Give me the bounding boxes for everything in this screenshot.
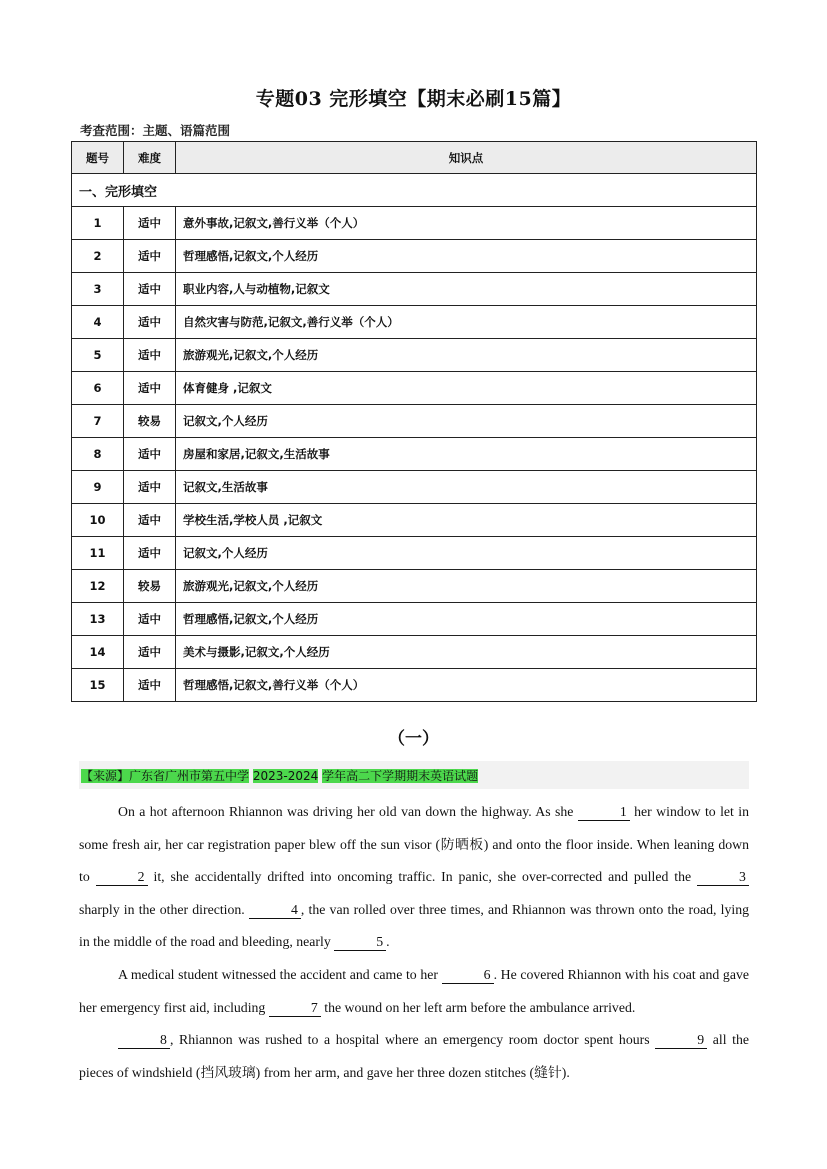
text-segment: sharply in the other direction. — [79, 901, 249, 917]
row-knowledge-points: 学校生活,学校人员 ,记叙文 — [176, 504, 757, 537]
table-row — [72, 471, 757, 504]
blank-7: 7 — [269, 1000, 321, 1017]
row-difficulty: 适中 — [124, 240, 176, 273]
source-year: 2023-2024 — [252, 769, 319, 783]
row-difficulty: 适中 — [124, 273, 176, 306]
text-segment: , the van rolled over three times, and Rhiannon was thrown onto the road, lying in the middle of the road and bleeding, nearly — [79, 901, 749, 950]
row-knowledge-points: 体育健身 ,记叙文 — [176, 372, 757, 405]
row-difficulty: 适中 — [124, 339, 176, 372]
row-knowledge-points: 哲理感悟,记叙文,善行义举（个人） — [176, 669, 757, 702]
blank-5: 5 — [334, 934, 386, 951]
header-knowledge-points: 知识点 — [176, 142, 757, 174]
table-row — [72, 207, 757, 240]
row-knowledge-points: 旅游观光,记叙文,个人经历 — [176, 339, 757, 372]
table-row — [72, 570, 757, 603]
table-row — [72, 603, 757, 636]
row-difficulty: 适中 — [124, 603, 176, 636]
blank-8: 8 — [118, 1032, 170, 1049]
row-knowledge-points: 记叙文,个人经历 — [176, 405, 757, 438]
table-row — [72, 438, 757, 471]
text-segment: A medical student witnessed the accident and came to her — [118, 966, 442, 982]
row-knowledge-points: 记叙文,生活故事 — [176, 471, 757, 504]
section-label: 一、完形填空 — [72, 174, 757, 207]
table-row — [72, 504, 757, 537]
blank-6: 6 — [442, 967, 494, 984]
row-knowledge-points: 哲理感悟,记叙文,个人经历 — [176, 240, 757, 273]
blank-2: 2 — [96, 869, 148, 886]
table-row — [72, 405, 757, 438]
row-difficulty: 适中 — [124, 471, 176, 504]
row-difficulty: 较易 — [124, 405, 176, 438]
row-number: 6 — [72, 372, 124, 405]
row-number: 8 — [72, 438, 124, 471]
row-difficulty: 适中 — [124, 504, 176, 537]
row-knowledge-points: 职业内容,人与动植物,记叙文 — [176, 273, 757, 306]
text-segment: her window to let in some fresh air, her car registration paper blew off the sun visor (防晒板) and onto the floor inside. When leaning down to — [79, 804, 749, 885]
blank-4: 4 — [249, 902, 301, 919]
blank-3: 3 — [697, 869, 749, 886]
text-segment: . — [386, 934, 390, 950]
row-number: 12 — [72, 570, 124, 603]
row-number: 15 — [72, 669, 124, 702]
text-segment: all the pieces of windshield (挡风玻璃) from her arm, and gave her three dozen stitches (缝针). — [79, 1032, 749, 1080]
exam-scope: 考查范围：主题、语篇范围 — [80, 123, 231, 138]
row-difficulty: 适中 — [124, 537, 176, 570]
text-segment: the wound on her left arm before the ambulance arrived. — [320, 999, 636, 1015]
row-difficulty: 适中 — [124, 372, 176, 405]
blank-1: 1 — [578, 804, 630, 821]
paragraph-1 — [79, 796, 749, 959]
row-number: 13 — [72, 603, 124, 636]
row-difficulty: 适中 — [124, 306, 176, 339]
cloze-passage — [79, 796, 749, 1089]
text-segment: , Rhiannon was rushed to a hospital where an emergency room doctor spent hours — [170, 1032, 656, 1048]
row-number: 3 — [72, 273, 124, 306]
knowledge-table — [71, 141, 757, 702]
table-row — [72, 306, 757, 339]
row-number: 14 — [72, 636, 124, 669]
row-knowledge-points: 房屋和家居,记叙文,生活故事 — [176, 438, 757, 471]
table-row — [72, 669, 757, 702]
row-knowledge-points: 意外事故,记叙文,善行义举（个人） — [176, 207, 757, 240]
text-segment: . He covered Rhiannon with his coat and gave her emergency first aid, including — [79, 966, 749, 1015]
source-line — [81, 767, 478, 784]
table-row — [72, 636, 757, 669]
table-row — [72, 339, 757, 372]
part-heading: （一） — [388, 729, 439, 749]
header-difficulty: 难度 — [124, 142, 176, 174]
row-knowledge-points: 美术与摄影,记叙文,个人经历 — [176, 636, 757, 669]
table-row — [72, 240, 757, 273]
table-row — [72, 537, 757, 570]
row-knowledge-points: 自然灾害与防范,记叙文,善行义举（个人） — [176, 306, 757, 339]
blank-9: 9 — [655, 1032, 707, 1049]
row-difficulty: 适中 — [124, 636, 176, 669]
row-difficulty: 适中 — [124, 207, 176, 240]
row-knowledge-points: 旅游观光,记叙文,个人经历 — [176, 570, 757, 603]
table-row — [72, 372, 757, 405]
row-number: 9 — [72, 471, 124, 504]
text-segment: it, she accidentally drifted into oncoming traffic. In panic, she over-corrected and pulled the — [147, 869, 697, 885]
row-knowledge-points: 哲理感悟,记叙文,个人经历 — [176, 603, 757, 636]
row-number: 5 — [72, 339, 124, 372]
row-number: 4 — [72, 306, 124, 339]
row-knowledge-points: 记叙文,个人经历 — [176, 537, 757, 570]
header-number: 题号 — [72, 142, 124, 174]
text-segment: On a hot afternoon Rhiannon was driving her old van down the highway. As she — [118, 804, 578, 819]
row-number: 7 — [72, 405, 124, 438]
row-number: 1 — [72, 207, 124, 240]
row-number: 2 — [72, 240, 124, 273]
paragraph-3 — [79, 1024, 749, 1089]
row-difficulty: 适中 — [124, 669, 176, 702]
source-label: 【来源】广东省广州市第五中学 — [81, 769, 250, 783]
document-title: 专题03 完形填空【期末必刷15篇】 — [255, 88, 572, 110]
table-row — [72, 273, 757, 306]
row-number: 11 — [72, 537, 124, 570]
row-difficulty: 较易 — [124, 570, 176, 603]
paragraph-2 — [79, 959, 749, 1024]
row-difficulty: 适中 — [124, 438, 176, 471]
row-number: 10 — [72, 504, 124, 537]
table-header-row — [72, 142, 757, 174]
source-exam: 学年高二下学期期末英语试题 — [322, 769, 479, 783]
table-section-row — [72, 174, 757, 207]
